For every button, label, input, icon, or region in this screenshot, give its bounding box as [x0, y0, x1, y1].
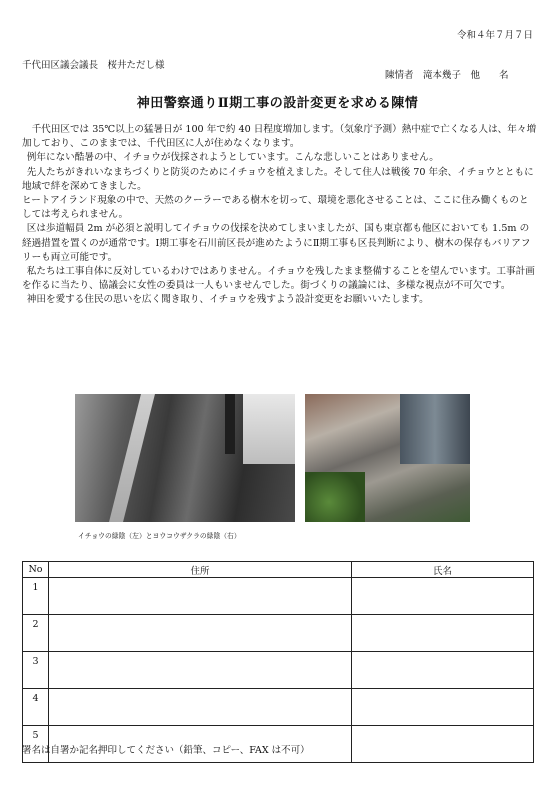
document-title: 神田警察通りⅡ期工事の設計変更を求める陳情 [136, 96, 419, 111]
row-number: 1 [23, 578, 49, 615]
date: 令和４年７月７日 [456, 30, 533, 41]
paragraph: 例年にない酷暑の中、イチョウが伐採されようとしています。こんな悲しいことはありません。 [26, 152, 439, 164]
paragraph: 先人たちがきれいなまちづくりと防災のためにイチョウを植えました。そして住人は戦後 70 年余、イチョウとともに地域で絆を深めてきました。 [22, 166, 534, 192]
table-row [23, 689, 534, 726]
cherry-shade-photo [305, 394, 470, 522]
photo-caption: イチョウの緑陰（左）とヨウコウザクラの緑陰（右） [78, 532, 241, 540]
table-header-row [23, 562, 534, 578]
paragraph: 私たちは工事自体に反対しているわけではありません。イチョウを残したまま整備することを望んでいます。工事計画を作るに当たり、協議会に女性の委員は一人もいませんでした。街づくりの議論には、多様な視点が不可欠です。 [22, 266, 535, 292]
address-cell[interactable] [49, 578, 352, 615]
paragraph: 千代田区では 35℃以上の猛暑日が 100 年で約 40 日程度増加します。（気象庁予測）熱中症で亡くなる人は、年々増加しており、このままでは、千代田区に人が住めなくなります。 [22, 124, 537, 150]
petitioner: 陳情者 滝本幾子 他 名 [385, 70, 509, 81]
ginkgo-shade-photo [75, 394, 295, 522]
paragraph: 区は歩道幅員 2m が必須と説明してイチョウの伐採を決めてしまいましたが、国も東京都も他区においても 1.5m の経過措置を置くのが通常です。Ⅰ期工事を石川前区長が進めたようにⅡ期工事も区長判断により、樹木の保存もバリアフリーも両立可能です。 [22, 223, 531, 263]
address-cell[interactable] [49, 615, 352, 652]
row-number: 5 [23, 726, 49, 763]
addressee: 千代田区議会議長 桜井ただし様 [22, 60, 165, 71]
name-cell[interactable] [352, 615, 534, 652]
paragraph: ヒートアイランド現象の中で、天然のクーラーである樹木を切って、環境を悪化させることは、ここに住み働くものとしては考えられません。 [22, 195, 529, 221]
address-cell[interactable] [49, 689, 352, 726]
column-header-address: 住所 [49, 562, 352, 578]
row-number: 3 [23, 652, 49, 689]
table-row [23, 578, 534, 615]
signature-table [22, 561, 534, 763]
column-header-no: No [23, 562, 49, 578]
column-header-name: 氏名 [352, 562, 534, 578]
row-number: 2 [23, 615, 49, 652]
table-row [23, 615, 534, 652]
address-cell[interactable] [49, 652, 352, 689]
name-cell[interactable] [352, 578, 534, 615]
name-cell[interactable] [352, 689, 534, 726]
table-row [23, 652, 534, 689]
petition-body [22, 123, 538, 308]
name-cell[interactable] [352, 652, 534, 689]
row-number: 4 [23, 689, 49, 726]
paragraph: 神田を愛する住民の思いを広く聞き取り、イチョウを残すよう設計変更をお願いいたします。 [26, 294, 429, 306]
signature-instructions: 署名は自署か記名押印してください（鉛筆、コピー、FAX は不可） [22, 745, 310, 756]
name-cell[interactable] [352, 726, 534, 763]
